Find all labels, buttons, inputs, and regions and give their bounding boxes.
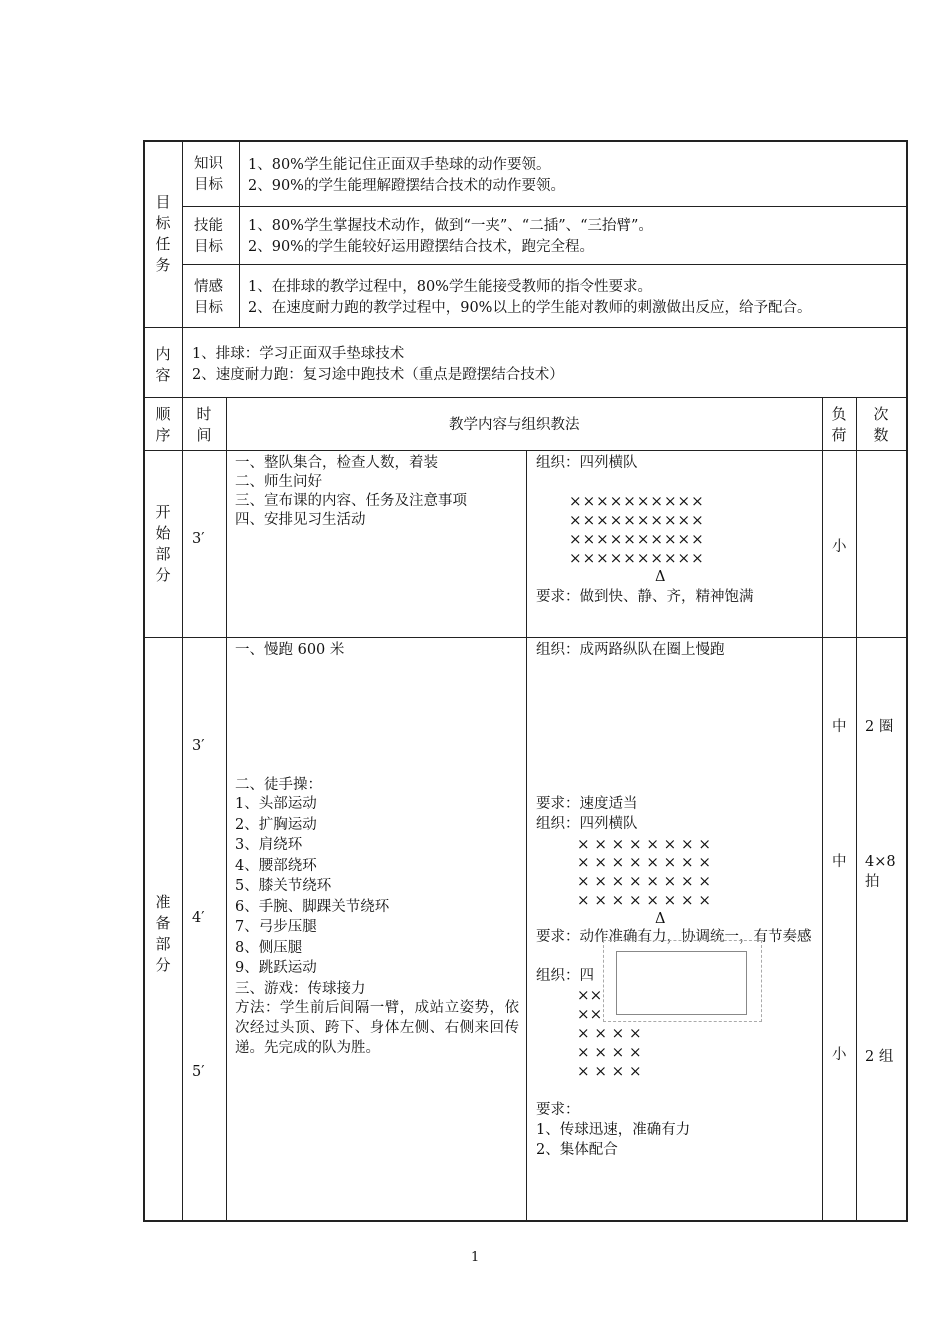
prep-game-title: 三、游戏：传球接力 xyxy=(235,981,366,997)
knowledge-line-1: 1、80%学生能记住正面双手垫球的动作要领。 xyxy=(248,157,551,173)
prep-jog: 一、慢跑 600 米 xyxy=(235,642,345,658)
knowledge-line-2: 2、90%的学生能理解蹬摆结合技术的动作要领。 xyxy=(248,178,565,194)
col-time-divider xyxy=(226,397,227,1221)
prep-ex-formation-row-4: × × × × × × × × xyxy=(577,891,711,909)
start-step-1: 一、整队集合，检查人数，着装 xyxy=(235,455,438,471)
emotion-line-2: 2、在速度耐力跑的教学过程中，90%以上的学生能对教师的刺激做出反应，给予配合。 xyxy=(248,300,812,316)
prep-jog-requirement: 要求：速度适当 xyxy=(536,796,638,812)
prep-exercise-9: 9、跳跃运动 xyxy=(235,960,317,976)
col-org-divider xyxy=(526,450,527,1221)
prep-time-2: 4′ xyxy=(192,910,205,926)
prep-exercise-7: 7、弓步压腿 xyxy=(235,919,317,935)
prep-time-3: 5′ xyxy=(192,1064,205,1080)
prep-exercise-1: 1、头部运动 xyxy=(235,796,317,812)
start-step-4: 四、安排见习生活动 xyxy=(235,512,366,528)
knowledge-category: 知识目标 xyxy=(194,156,223,193)
prep-game-method: 方法：学生前后间隔一臂，成站立姿势，依次经过头顶、跨下、身体左侧、右侧来回传递。先完成的队为胜。 xyxy=(235,1000,519,1056)
prep-exercise-5: 5、膝关节绕环 xyxy=(235,878,332,894)
start-org-label: 组织：四列横队 xyxy=(536,455,638,471)
col-load-divider xyxy=(856,397,857,1221)
prep-game-formation-row-2: ×× xyxy=(577,1005,603,1023)
prep-ex-teacher-symbol: Δ xyxy=(655,911,666,927)
table-left-border xyxy=(143,140,145,1222)
prep-game-req-title: 要求： xyxy=(536,1102,580,1118)
start-load: 小 xyxy=(832,539,847,555)
header-time: 时间 xyxy=(196,405,212,444)
header-bottom-divider xyxy=(143,450,908,451)
content-label-divider xyxy=(182,327,183,397)
start-formation-row-4: ×××××××××× xyxy=(569,549,705,567)
prep-ex-formation-row-1: × × × × × × × × xyxy=(577,835,711,853)
prep-exercise-2: 2、扩胸运动 xyxy=(235,817,317,833)
skill-line-1: 1、80%学生掌握技术动作，做到“一夹”、“二插”、“三抬臂”。 xyxy=(248,218,653,234)
objectives-row-divider-1 xyxy=(182,206,907,207)
prep-jog-load: 中 xyxy=(832,719,847,735)
prep-exercise-4: 4、腰部绕环 xyxy=(235,858,317,874)
emotion-category: 情感目标 xyxy=(194,279,223,316)
prep-game-formation-row-5: × × × × xyxy=(577,1062,642,1080)
header-load: 负荷 xyxy=(831,405,847,444)
start-formation-row-2: ×××××××××× xyxy=(569,511,705,529)
start-time: 3′ xyxy=(192,531,205,547)
start-step-3: 三、宣布课的内容、任务及注意事项 xyxy=(235,493,467,509)
prep-game-org: 组织：四 xyxy=(536,968,594,984)
prep-ex-formation-row-2: × × × × × × × × xyxy=(577,853,711,871)
page-number: 1 xyxy=(471,1250,480,1265)
embedded-image-placeholder xyxy=(616,951,747,1015)
prep-exercise-8: 8、侧压腿 xyxy=(235,940,303,956)
col-order-divider xyxy=(182,397,183,1221)
prep-time-1: 3′ xyxy=(192,738,205,754)
prep-game-formation-row-3: × × × × xyxy=(577,1024,642,1042)
prep-ex-count: 4×8 拍 xyxy=(865,854,896,890)
objectives-label-divider xyxy=(182,140,183,327)
header-count: 次数 xyxy=(873,405,889,444)
prep-ex-load: 中 xyxy=(832,854,847,870)
prep-exercise-org: 组织：四列横队 xyxy=(536,816,638,832)
table-right-border xyxy=(906,140,908,1222)
prep-exercise-requirement: 要求：动作准确有力，协调统一，有节奏感 xyxy=(536,929,812,945)
prep-ex-formation-row-3: × × × × × × × × xyxy=(577,872,711,890)
start-formation-row-3: ×××××××××× xyxy=(569,530,705,548)
emotion-line-1: 1、在排球的教学过程中，80%学生能接受教师的指令性要求。 xyxy=(248,279,652,295)
table-top-border xyxy=(143,140,908,142)
start-teacher-symbol: Δ xyxy=(655,569,666,585)
header-order: 顺序 xyxy=(155,405,171,444)
prep-jog-count: 2 圈 xyxy=(865,719,894,735)
objectives-row-divider-2 xyxy=(182,264,907,265)
skill-category: 技能目标 xyxy=(194,218,223,255)
objectives-bottom-divider xyxy=(143,327,908,328)
embedded-image-frame xyxy=(603,940,762,1022)
content-line-1: 1、排球：学习正面双手垫球技术 xyxy=(192,346,405,362)
prep-game-req-2: 2、集体配合 xyxy=(536,1142,618,1158)
content-line-2: 2、速度耐力跑：复习途中跑技术（重点是蹬摆结合技术） xyxy=(192,367,564,383)
skill-line-2: 2、90%的学生能较好运用蹬摆结合技术，跑完全程。 xyxy=(248,239,594,255)
header-main: 教学内容与组织教法 xyxy=(449,417,580,433)
objectives-category-divider xyxy=(239,140,240,327)
content-label: 内容 xyxy=(155,345,171,384)
prep-game-load: 小 xyxy=(832,1047,847,1063)
prep-game-count: 2 组 xyxy=(865,1049,894,1065)
col-main-divider xyxy=(822,397,823,1221)
start-requirement: 要求：做到快、静、齐，精神饱满 xyxy=(536,589,754,605)
content-bottom-divider xyxy=(143,397,908,398)
start-step-2: 二、师生问好 xyxy=(235,474,322,490)
prep-jog-org: 组织：成两路纵队在圈上慢跑 xyxy=(536,642,725,658)
prep-exercise-title: 二、徒手操： xyxy=(235,777,322,793)
start-section-bottom-divider xyxy=(143,637,908,638)
start-formation-row-1: ×××××××××× xyxy=(569,492,705,510)
prep-game-formation-row-1: ×× xyxy=(577,986,603,1004)
prep-game-req-1: 1、传球迅速，准确有力 xyxy=(536,1122,691,1138)
start-section-label: 开始部分 xyxy=(155,503,171,584)
prep-exercise-6: 6、手腕、脚踝关节绕环 xyxy=(235,899,390,915)
prep-exercise-3: 3、肩绕环 xyxy=(235,837,303,853)
prep-game-formation-row-4: × × × × xyxy=(577,1043,642,1061)
objectives-label: 目标任务 xyxy=(155,193,171,274)
prep-section-label: 准备部分 xyxy=(155,893,171,974)
